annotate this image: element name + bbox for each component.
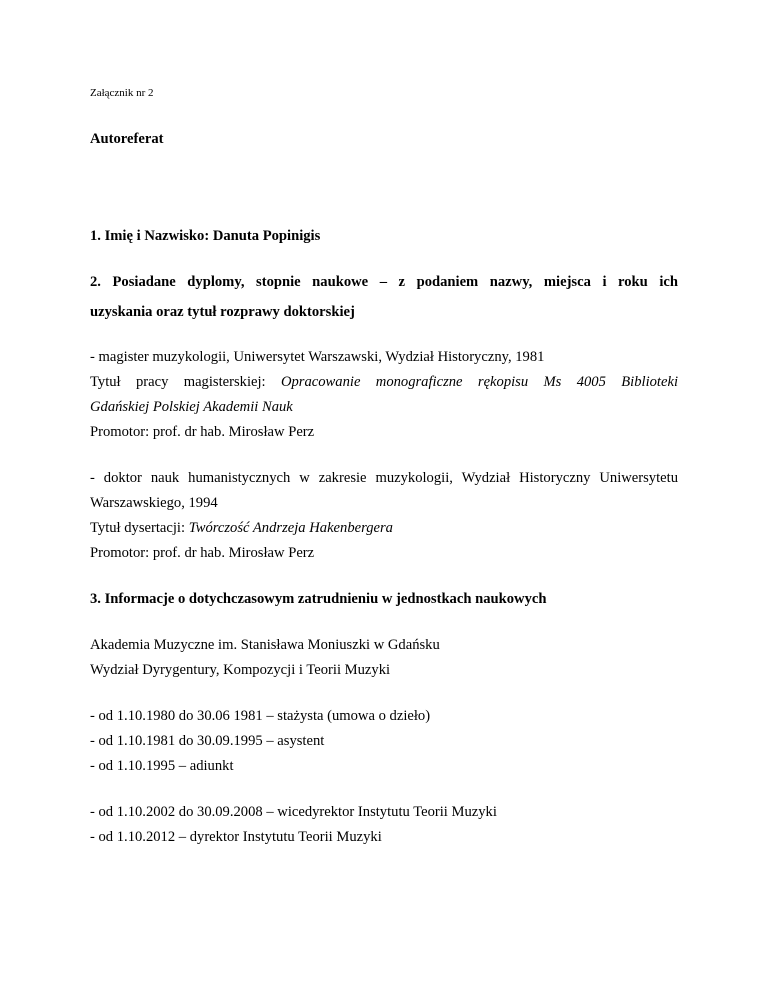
- position-item: - od 1.10.1981 do 30.09.1995 – asystent: [90, 733, 325, 749]
- masters-thesis-prefix: Tytuł pracy magisterskiej:: [90, 374, 281, 390]
- doctorate-thesis-prefix: Tytuł dysertacji:: [90, 520, 189, 536]
- position-item: - od 1.10.1980 do 30.06 1981 – stażysta (umowa o dzieło): [90, 708, 431, 724]
- doctorate-degree-line-2: Warszawskiego, 1994: [90, 495, 218, 511]
- section-2-heading-line-2: uzyskania oraz tytuł rozprawy doktorskiej: [90, 304, 355, 320]
- masters-thesis-title: Opracowanie monograficzne rękopisu Ms 4005 Biblioteki: [280, 374, 678, 390]
- document-title: Autoreferat: [90, 131, 164, 147]
- masters-supervisor: Promotor: prof. dr hab. Mirosław Perz: [90, 424, 315, 440]
- section-2-heading-line-1: 2. Posiadane dyplomy, stopnie naukowe – z podaniem nazwy, miejsca i roku ich: [90, 274, 678, 290]
- section-1-heading: 1. Imię i Nazwisko: Danuta Popinigis: [90, 228, 321, 244]
- attachment-label: Załącznik nr 2: [90, 87, 154, 99]
- function-item: - od 1.10.2012 – dyrektor Instytutu Teorii Muzyki: [90, 829, 382, 845]
- position-item: - od 1.10.1995 – adiunkt: [90, 758, 234, 774]
- doctorate-supervisor: Promotor: prof. dr hab. Mirosław Perz: [90, 545, 315, 561]
- employer-institution: Akademia Muzyczne im. Stanisława Moniuszki w Gdańsku: [90, 637, 440, 653]
- function-item: - od 1.10.2002 do 30.09.2008 – wicedyrektor Instytutu Teorii Muzyki: [90, 804, 497, 820]
- masters-thesis-line-1: [90, 374, 678, 391]
- doctorate-thesis: [90, 520, 393, 537]
- masters-degree: - magister muzykologii, Uniwersytet Warszawski, Wydział Historyczny, 1981: [90, 349, 545, 365]
- doctorate-thesis-title: Twórczość Andrzeja Hakenbergera: [188, 520, 393, 536]
- employer-faculty: Wydział Dyrygentury, Kompozycji i Teorii Muzyki: [90, 662, 391, 678]
- doctorate-degree-line-1: - doktor nauk humanistycznych w zakresie muzykologii, Wydział Historyczny Uniwersytetu: [90, 470, 678, 486]
- masters-thesis-line-2: Gdańskiej Polskiej Akademii Nauk: [90, 399, 293, 415]
- section-3-heading: 3. Informacje o dotychczasowym zatrudnieniu w jednostkach naukowych: [90, 591, 547, 607]
